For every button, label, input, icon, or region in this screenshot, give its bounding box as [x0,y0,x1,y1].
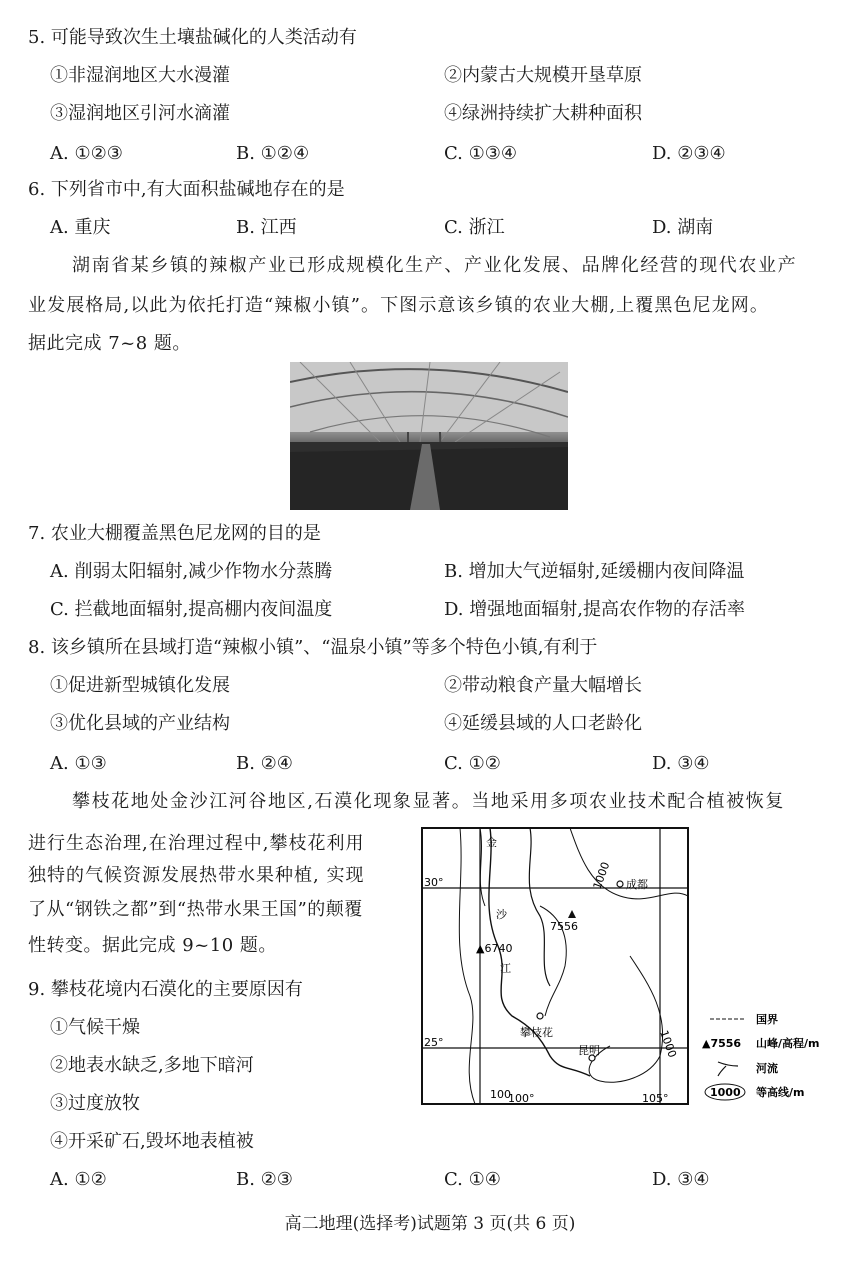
q8-option-c: C. ①② [444,753,501,774]
q5-option-a: A. ①②③ [50,143,123,164]
q6-option-a: A. 重庆 [50,217,111,238]
q9-stem: 9. 攀枝花境内石漠化的主要原因有 [28,979,303,1000]
q8-option-a: A. ①③ [50,753,107,774]
q9-item-2: ②地表水缺乏,多地下暗河 [50,1055,254,1076]
label-contour-1000a: 1000 [590,860,613,892]
q5-item-1: ①非湿润地区大水漫灌 [50,65,230,86]
q5-option-c: C. ①③④ [444,143,517,164]
q9-item-1: ①气候干燥 [50,1017,140,1038]
label-peak2: ▲6740 [476,942,513,955]
q9-item-4: ④开采矿石,毁坏地表植被 [50,1131,254,1152]
q6-option-b: B. 江西 [236,217,297,238]
label-jin: 金 [486,836,497,849]
q8-item-3: ③优化县域的产业结构 [50,713,230,734]
q6-option-d: D. 湖南 [652,217,714,238]
q9-option-c: C. ①④ [444,1169,501,1190]
q5-option-b: B. ①②④ [236,143,310,164]
label-panzhihua: 攀枝花 [520,1026,553,1039]
q6-stem: 6. 下列省市中,有大面积盐碱地存在的是 [28,179,345,200]
q8-item-4: ④延缓县域的人口老龄化 [444,713,642,734]
contour-line-4 [480,828,485,906]
label-sha: 沙 [496,908,507,921]
q7-stem: 7. 农业大棚覆盖黑色尼龙网的目的是 [28,523,321,544]
q6-option-c: C. 浙江 [444,217,505,238]
legend-river-icon [718,1062,738,1076]
chengdu-dot [617,881,623,887]
q5-stem: 5. 可能导致次生土壤盐碱化的人类活动有 [28,27,357,48]
passage1-line-2: 业发展格局,以此为依托打造“辣椒小镇”。下图示意该乡镇的农业大棚,上覆黑色尼龙网。 [28,295,769,316]
legend-peak-label: 山峰/高程/m [756,1037,820,1050]
passage1-line-3: 据此完成 7~8 题。 [28,333,191,354]
q5-item-2: ②内蒙古大规模开垦草原 [444,65,642,86]
q8-option-b: B. ②④ [236,753,293,774]
panzhihua-dot [537,1013,543,1019]
legend-peak-symbol: ▲7556 [702,1037,742,1050]
label-kunming: 昆明 [578,1044,600,1057]
q9-item-3: ③过度放牧 [50,1093,140,1114]
passage2-line-4: 了从“钢铁之都”到“热带水果王国”的颠覆 [28,899,363,920]
panzhihua-map [420,826,832,1108]
q5-option-d: D. ②③④ [652,143,726,164]
legend-contour-value: 1000 [710,1086,741,1099]
passage2-line-1: 攀枝花地处金沙江河谷地区,石漠化现象显著。当地采用多项农业技术配合植被恢复 [72,791,785,812]
peak-7556-icon [568,910,576,918]
label-lat25: 25° [424,1036,444,1049]
label-lon105: 105° [642,1092,669,1105]
q7-option-b: B. 增加大气逆辐射,延缓棚内夜间降温 [444,561,745,582]
label-contour-100: 100 [490,1088,511,1101]
q7-option-d: D. 增强地面辐射,提高农作物的存活率 [444,599,745,620]
q7-option-c: C. 拦截地面辐射,提高棚内夜间温度 [50,599,333,620]
q8-option-d: D. ③④ [652,753,710,774]
page-footer: 高二地理(选择考)试题第 3 页(共 6 页) [284,1214,576,1234]
label-contour-1000b: 1000 [657,1028,679,1060]
river-branch [529,828,550,986]
map-legend [702,1012,820,1100]
legend-border-label: 国界 [756,1013,778,1026]
contour-line-3 [589,956,663,1082]
legend-river-label: 河流 [756,1062,778,1075]
label-lat30: 30° [424,876,444,889]
q8-stem: 8. 该乡镇所在县域打造“辣椒小镇”、“温泉小镇”等多个特色小镇,有利于 [28,637,598,658]
greenhouse-photo [290,362,568,510]
q5-item-4: ④绿洲持续扩大耕种面积 [444,103,642,124]
q9-option-d: D. ③④ [652,1169,710,1190]
label-jiang: 江 [500,962,511,975]
q9-option-b: B. ②③ [236,1169,293,1190]
label-lon100: 100° [508,1092,535,1105]
label-peak1: 7556 [550,920,578,933]
passage2-line-3: 独特的气候资源发展热带水果种植, 实现 [28,865,365,886]
q8-item-1: ①促进新型城镇化发展 [50,675,230,696]
q8-item-2: ②带动粮食产量大幅增长 [444,675,642,696]
q9-option-a: A. ①② [50,1169,107,1190]
passage1-line-1: 湖南省某乡镇的辣椒产业已形成规模化生产、产业化发展、品牌化经营的现代农业产 [72,255,798,276]
q5-item-3: ③湿润地区引河水滴灌 [50,103,230,124]
contour-line-1 [459,828,475,1104]
passage2-line-5: 性转变。据此完成 9~10 题。 [28,935,277,956]
q7-option-a: A. 削弱太阳辐射,减少作物水分蒸腾 [50,561,333,582]
legend-contour-label: 等高线/m [756,1086,805,1099]
label-chengdu: 成都 [626,878,648,891]
passage2-line-2: 进行生态治理,在治理过程中,攀枝花利用 [28,833,365,854]
